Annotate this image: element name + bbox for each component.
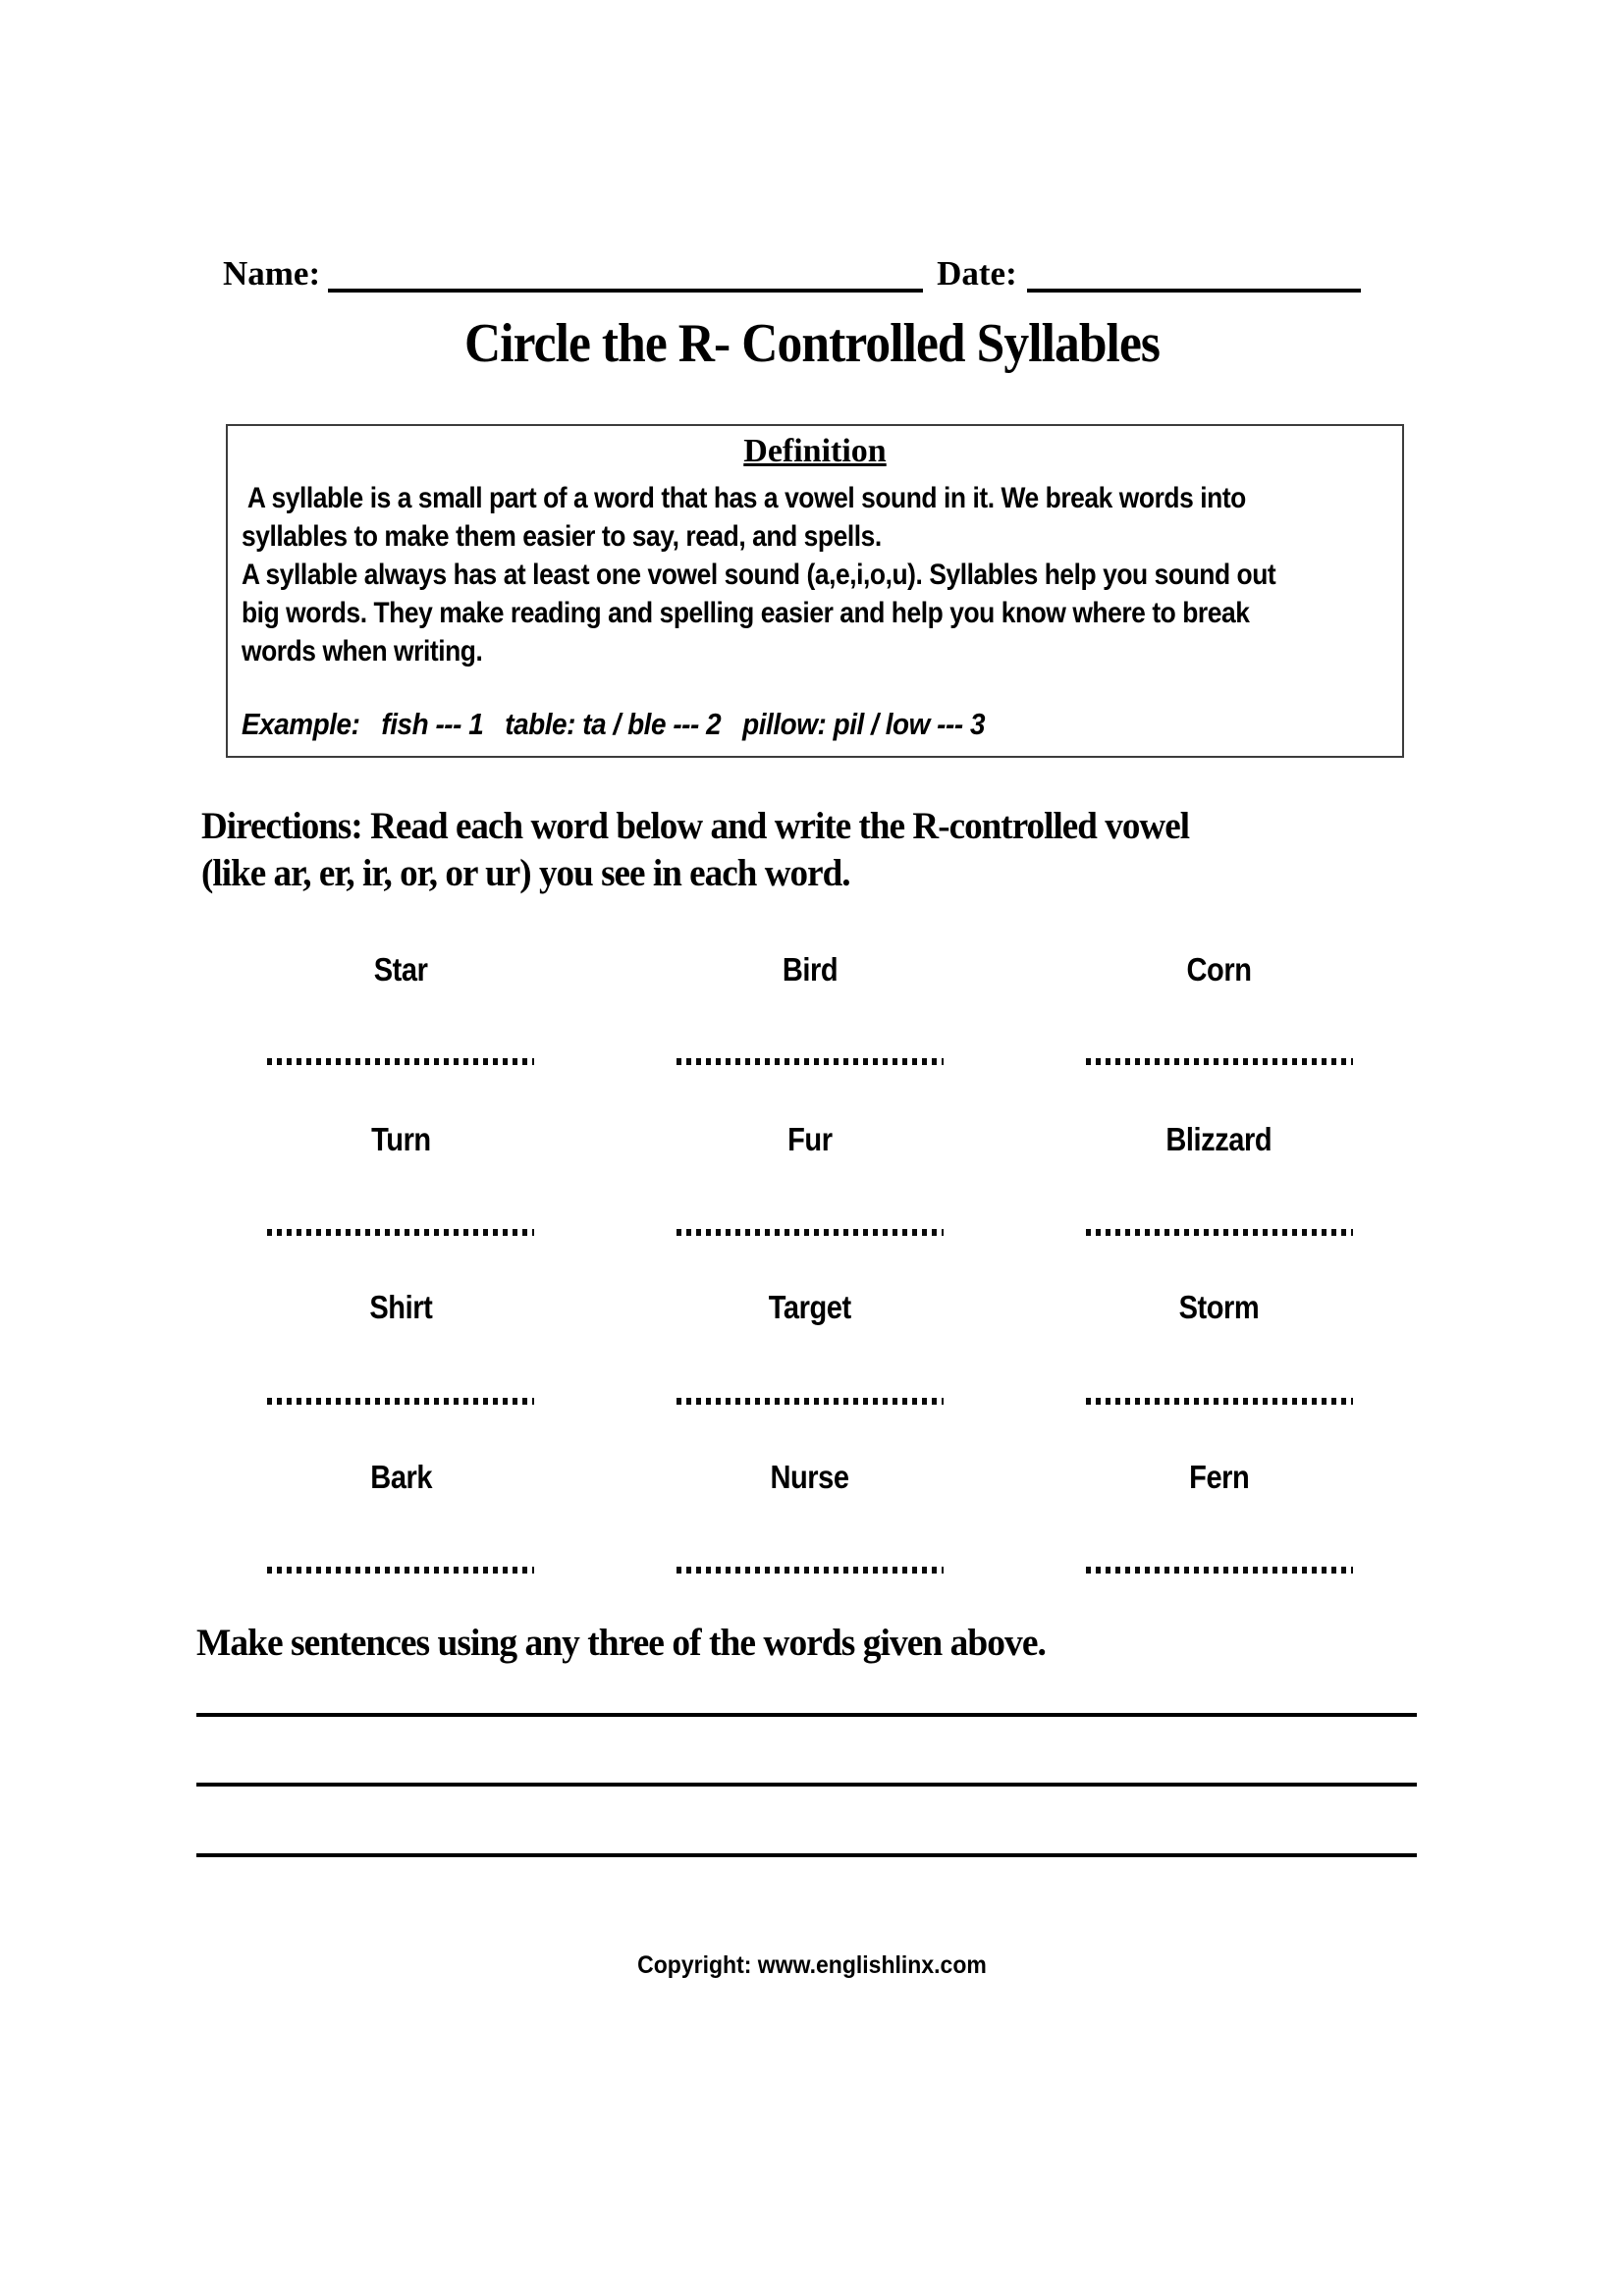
definition-text-line: syllables to make them easier to say, read, and spells. [242,520,882,553]
word-star: Star [373,951,428,988]
answer-line-shirt[interactable] [267,1398,534,1405]
answer-line-fern[interactable] [1086,1567,1353,1574]
word-bark: Bark [369,1459,432,1495]
date-label: Date: [937,254,1017,293]
definition-example: Example: fish --- 1 table: ta / ble --- 2 pillow: pil / low --- 3 [242,707,986,741]
word-fur: Fur [787,1121,833,1157]
writing-line-3[interactable] [196,1853,1417,1857]
definition-heading: Definition [743,433,887,469]
name-label: Name: [223,254,321,293]
definition-text-line: A syllable is a small part of a word that has a vowel sound in it. We break words into [242,482,1246,514]
word-fern: Fern [1189,1459,1250,1495]
page-title: Circle the R- Controlled Syllables [463,313,1161,374]
word-blizzard: Blizzard [1165,1121,1272,1157]
answer-line-bark[interactable] [267,1567,534,1574]
answer-line-star[interactable] [267,1058,534,1065]
answer-row-4 [196,1567,1424,1574]
date-blank-line[interactable] [1027,255,1361,293]
writing-line-1[interactable] [196,1713,1417,1717]
definition-text-line: words when writing. [242,635,483,667]
writing-line-2[interactable] [196,1783,1417,1787]
answer-line-target[interactable] [677,1398,944,1405]
answer-line-turn[interactable] [267,1229,534,1236]
word-corn: Corn [1186,951,1252,988]
word-bird: Bird [782,951,839,988]
copyright-text: Copyright: www.englishlinx.com [637,1951,987,1979]
answer-line-blizzard[interactable] [1086,1229,1353,1236]
word-row-4 [196,1456,1424,1499]
word-target: Target [769,1289,851,1325]
name-date-row [223,247,1397,293]
word-nurse: Nurse [770,1459,850,1495]
word-storm: Storm [1178,1289,1260,1325]
definition-text-line: A syllable always has at least one vowel sound (a,e,i,o,u). Syllables help you sound out [242,559,1276,591]
definition-box [226,424,1404,758]
answer-line-fur[interactable] [677,1229,944,1236]
definition-text-line: big words. They make reading and spelling easier and help you know where to break [242,597,1250,629]
word-row-3 [196,1286,1424,1329]
directions-line-1: Directions: Read each word below and write the R-controlled vowel [201,805,1190,847]
directions [201,803,1576,897]
definition-body [242,479,1388,670]
word-shirt: Shirt [369,1289,433,1325]
word-turn: Turn [371,1121,431,1157]
sentence-prompt: Make sentences using any three of the words given above. [196,1622,1046,1664]
name-blank-line[interactable] [328,255,923,293]
answer-line-corn[interactable] [1086,1058,1353,1065]
word-row-2 [196,1118,1424,1161]
word-row-1 [196,948,1424,991]
answer-row-3 [196,1398,1424,1405]
answer-line-bird[interactable] [677,1058,944,1065]
answer-row-1 [196,1058,1424,1065]
answer-row-2 [196,1229,1424,1236]
directions-line-2: (like ar, er, ir, or, or ur) you see in each word. [201,852,850,894]
answer-line-storm[interactable] [1086,1398,1353,1405]
answer-line-nurse[interactable] [677,1567,944,1574]
